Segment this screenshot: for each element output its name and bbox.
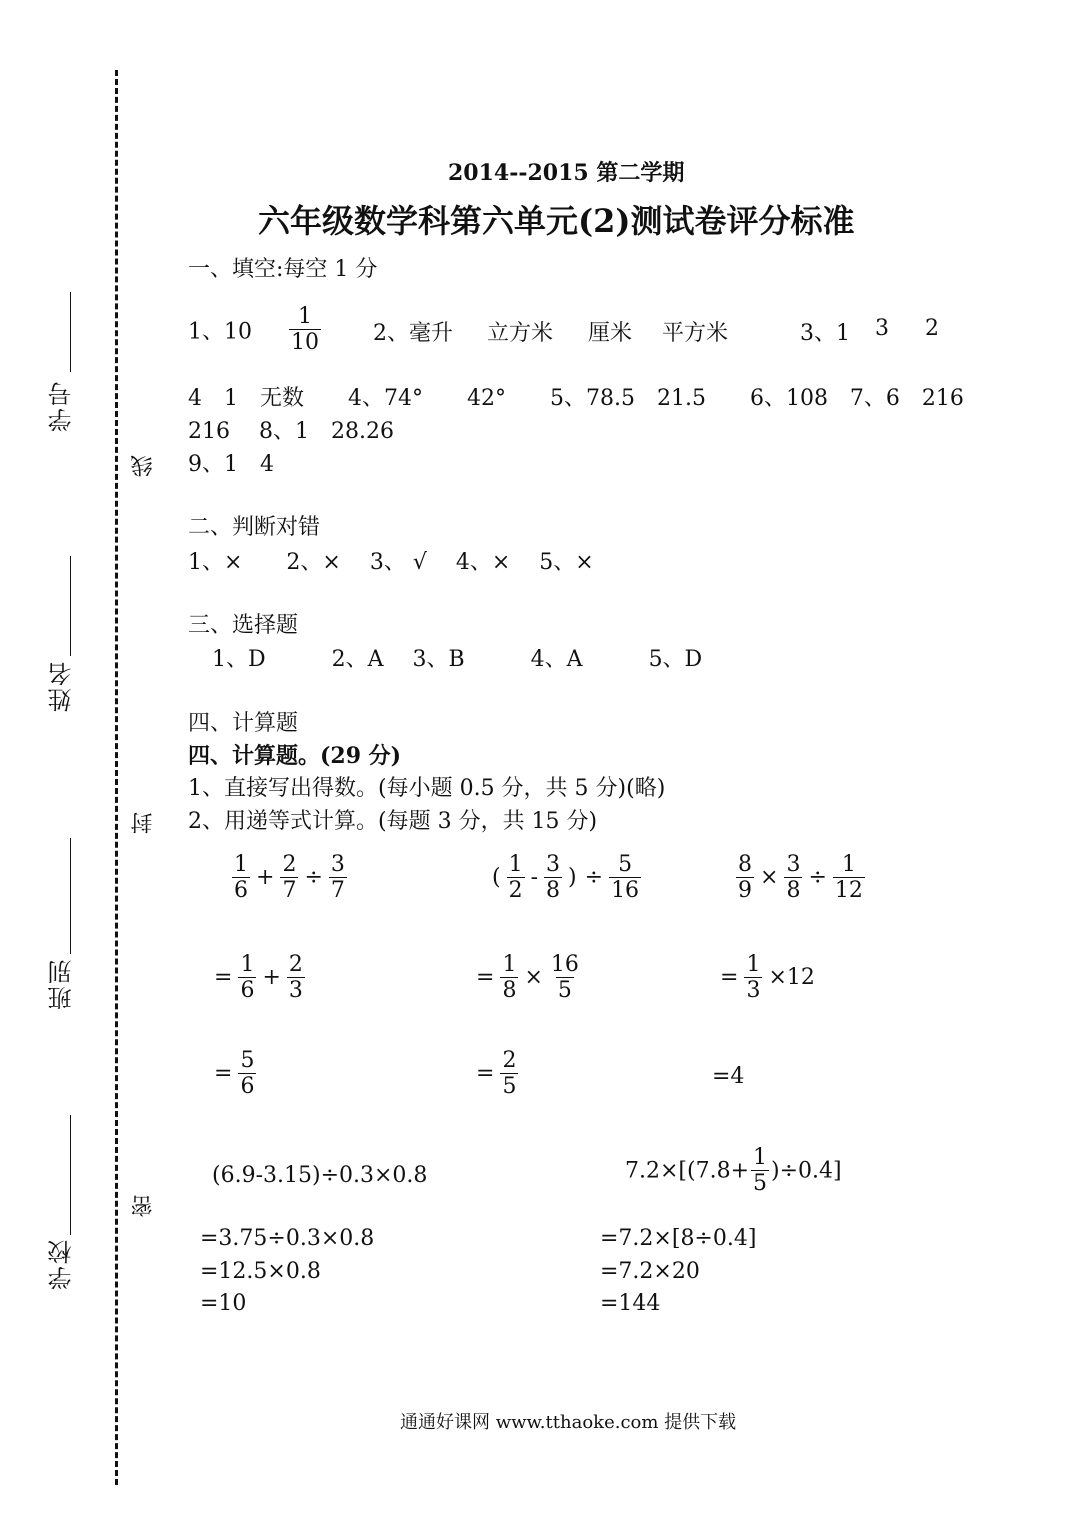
problem-4: (6.9-3.15)÷0.3×0.8 [212,1163,428,1188]
footer-credit: 通通好课网 www.tthaoke.com 提供下载 [400,1412,737,1433]
section1-line3: 216 8、1 28.26 [188,419,394,444]
section2-answers: 1、× 2、× 3、 √ 4、× 5、× [188,550,594,575]
problem-1-step-1: = $\frac{1}{6}$ + $\frac{2}{3}$ [214,952,303,1004]
student-name-label: 姓名 [48,660,76,712]
s1-a4: 平方米 [662,321,729,346]
student-number-blank [70,292,71,372]
problem-4-step-1: =3.75÷0.3×0.8 [200,1226,375,1251]
s1-q3: 3、1 [800,321,850,346]
cut-mark-secret: 密 [131,1195,156,1217]
problem-5-step-2: =7.2×20 [600,1259,700,1284]
problem-5-step-3: =144 [600,1291,661,1316]
s1-q1-fraction: $\frac{1}{10}$ [291,304,319,356]
section4-sub1: 1、直接写出得数。(每小题 0.5 分，共 5 分)(略) [188,776,666,801]
school-label: 学校 [48,1238,76,1290]
header-year: 2014--2015 第二学期 [448,160,685,186]
problem-5-step-1: =7.2×[8÷0.4] [600,1226,757,1251]
section1-line2: 4 1 无数 4、74° 42° 5、78.5 21.5 6、108 7、6 216 [188,386,964,411]
section2-heading: 二、判断对错 [188,515,321,540]
section1-line1 [188,304,323,356]
cut-mark-line: 线 [131,455,156,477]
section4-heading: 四、计算题 [188,711,299,736]
s1-b3: 2 [925,316,939,341]
section1-line4: 9、1 4 [188,452,274,477]
s1-q2: 2、毫升 [373,321,453,346]
problem-1: $\frac{1}{6}$ + $\frac{2}{7}$ ÷ $\frac{3}{7}$ [234,852,345,904]
problem-3: $\frac{8}{9}$ × $\frac{3}{8}$ ÷ $\frac{1}{12}$ [738,852,863,904]
school-blank [70,1115,71,1235]
problem-3-step-1: = $\frac{1}{3}$ ×12 [720,952,815,1004]
page-title: 六年级数学科第六单元(2)测试卷评分标准 [258,202,855,240]
section4-heading-bold: 四、计算题。(29 分) [188,743,402,769]
cut-mark-seal: 封 [131,812,156,834]
problem-5: 7.2×[(7.8+ $\frac{1}{5}$ )÷0.4] [625,1145,842,1197]
binding-dashed-line [115,70,118,1485]
problem-4-step-3: =10 [200,1291,247,1316]
problem-1-step-2: = $\frac{5}{6}$ [214,1048,255,1100]
section4-sub2: 2、用递等式计算。(每题 3 分，共 15 分) [188,809,598,834]
problem-2-step-2: = $\frac{2}{5}$ [476,1048,517,1100]
problem-2: ( $\frac{1}{2}$ - $\frac{3}{8}$ ) ÷ $\frac{5}{16}$ [492,852,640,904]
section1-heading: 一、填空:每空 1 分 [188,257,378,282]
class-label: 班别 [48,958,76,1010]
s1-q1: 1、10 [188,319,252,345]
s1-a2: 立方米 [487,321,554,346]
s1-b2: 3 [875,316,889,341]
class-blank [70,838,71,954]
section3-answers: 1、D 2、A 3、B 4、A 5、D [212,647,703,672]
s1-a3: 厘米 [588,321,633,346]
student-number-label: 学号 [48,380,76,432]
problem-4-step-2: =12.5×0.8 [200,1259,321,1284]
problem-3-step-2: =4 [712,1064,745,1089]
student-name-blank [70,556,71,656]
problem-2-step-1: = $\frac{1}{8}$ × $\frac{16}{5}$ [476,952,579,1004]
section3-heading: 三、选择题 [188,613,299,638]
